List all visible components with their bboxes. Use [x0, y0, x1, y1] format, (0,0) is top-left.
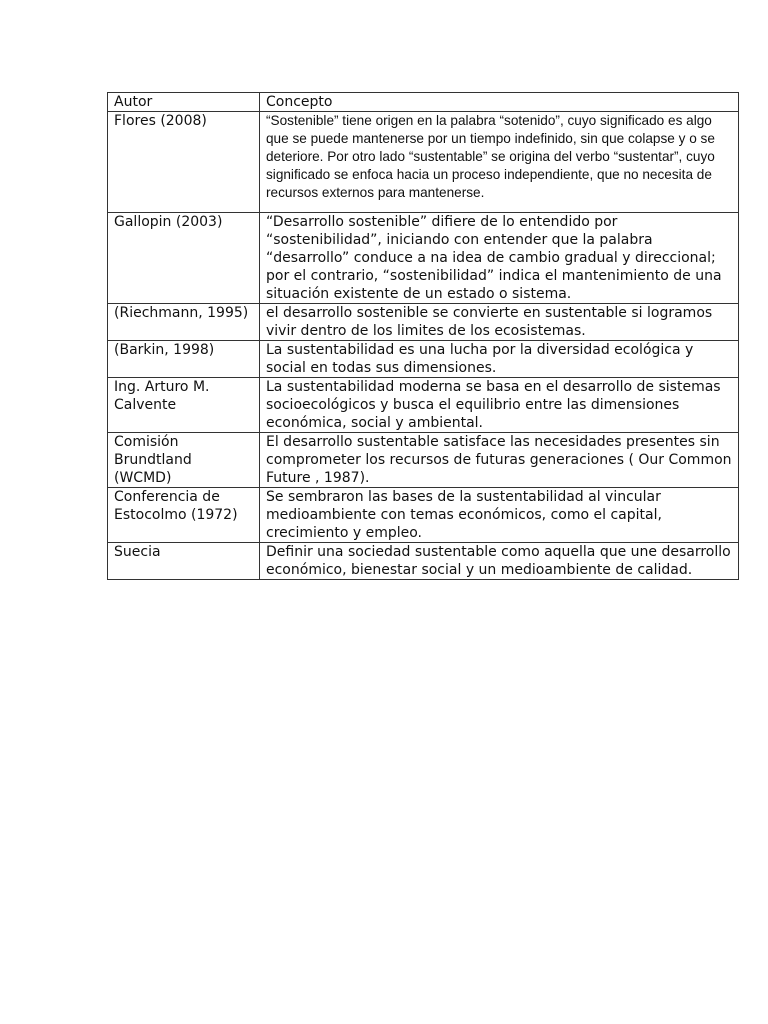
header-concepto: Concepto — [260, 93, 739, 112]
cell-autor: Flores (2008) — [108, 112, 260, 213]
table-row — [108, 433, 739, 488]
concepts-table — [107, 92, 739, 580]
table-header-row — [108, 93, 739, 112]
cell-autor: Gallopin (2003) — [108, 213, 260, 304]
table-row — [108, 341, 739, 378]
table-row — [108, 488, 739, 543]
cell-concepto — [260, 112, 739, 213]
cell-concepto: La sustentabilidad moderna se basa en el desarrollo de sistemas socioecológicos y busca el equilibrio entre las dimensiones económica, social y ambiental. — [260, 378, 739, 433]
cell-autor: Conferencia de Estocolmo (1972) — [108, 488, 260, 543]
cell-autor: Suecia — [108, 543, 260, 580]
header-autor: Autor — [108, 93, 260, 112]
cell-concepto: Definir una sociedad sustentable como aquella que une desarrollo económico, bienestar social y un medioambiente de calidad. — [260, 543, 739, 580]
table-row — [108, 378, 739, 433]
table-row — [108, 112, 739, 213]
cell-autor: Ing. Arturo M. Calvente — [108, 378, 260, 433]
table-row — [108, 304, 739, 341]
cell-concepto: Se sembraron las bases de la sustentabilidad al vincular medioambiente con temas económicos, como el capital, crecimiento y empleo. — [260, 488, 739, 543]
cell-concepto: el desarrollo sostenible se convierte en sustentable si logramos vivir dentro de los limites de los ecosistemas. — [260, 304, 739, 341]
cell-autor: Comisión Brundtland (WCMD) — [108, 433, 260, 488]
table-row — [108, 213, 739, 304]
cell-autor: (Barkin, 1998) — [108, 341, 260, 378]
cell-concepto: La sustentabilidad es una lucha por la diversidad ecológica y social en todas sus dimensiones. — [260, 341, 739, 378]
table-row — [108, 543, 739, 580]
cell-autor: (Riechmann, 1995) — [108, 304, 260, 341]
cell-concepto: “Desarrollo sostenible” difiere de lo entendido por “sostenibilidad”, iniciando con entender que la palabra “desarrollo” conduce a na idea de cambio gradual y direccional; por el contrario, “sostenibilidad” indica el mantenimiento de una situación existente de un estado o sistema. — [260, 213, 739, 304]
cell-concepto: El desarrollo sustentable satisface las necesidades presentes sin comprometer los recursos de futuras generaciones ( Our Common Future , 1987). — [260, 433, 739, 488]
concepto-text: “Sostenible” tiene origen en la palabra “sotenido”, cuyo significado es algo que se puede mantenerse por un tiempo indefinido, sin que colapse y o se deteriore. Por otro lado “sustentable” se origina del verbo “sustentar”, cuyo significado se enfoca hacia un proceso independiente, que no necesita de recursos externos para mantenerse. — [266, 113, 715, 200]
